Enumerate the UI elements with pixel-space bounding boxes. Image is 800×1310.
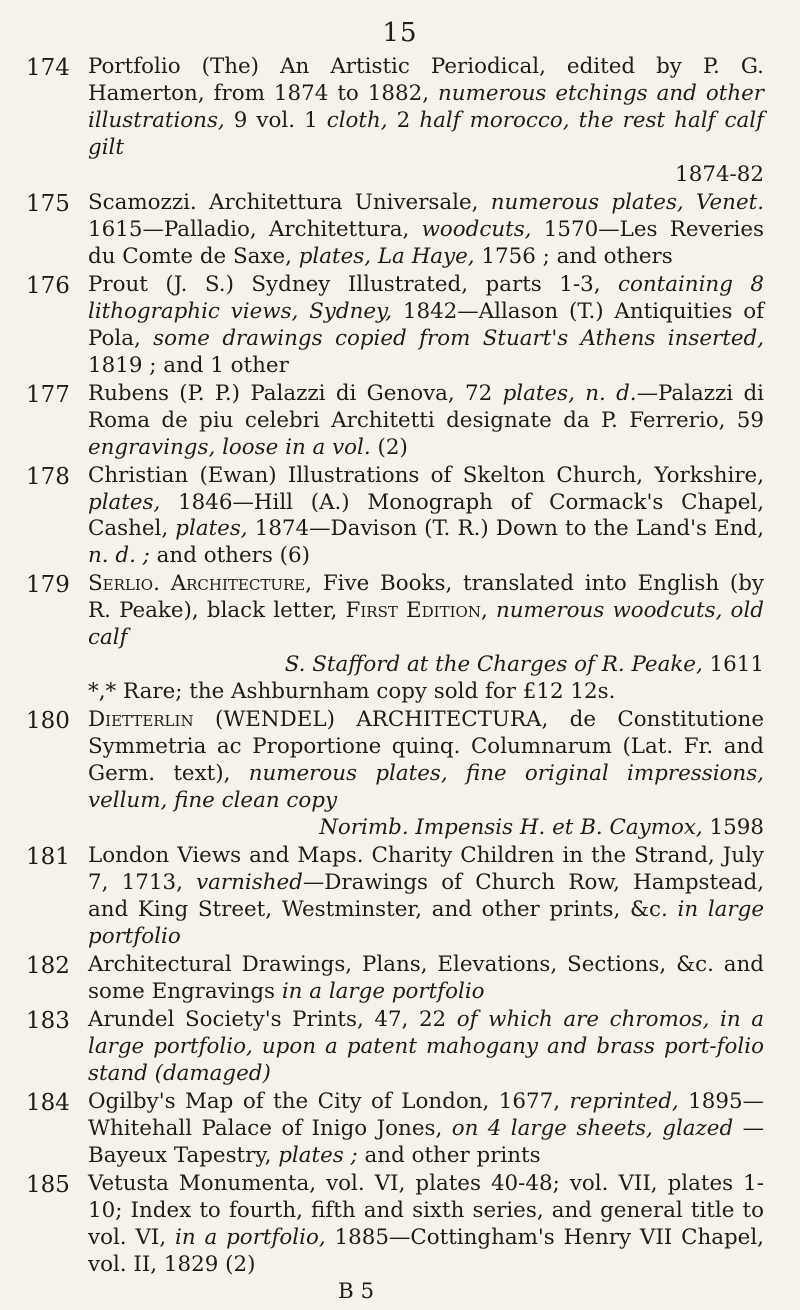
lot-list [26, 54, 764, 1307]
lot-imprint [88, 652, 764, 679]
lot-text-run: Vetusta Monumenta, vol. VI, plates 40-48; vol. VII, plates 1-10; Index to fourth, fifth and sixth series, and general title to vol. VI, [88, 1170, 764, 1250]
lot-text-run: of which are chromos, in a large portfolio, upon a patent mahogany and brass port-folio stand (damaged) [88, 1006, 764, 1086]
lot-text-run: 1570—Les Reveries du Comte de Saxe, [88, 216, 764, 269]
lot-text-run: 1846—Hill (A.) Monograph of Cormack's Chapel, Cashel, [88, 489, 764, 542]
lot-text-run: plates, [175, 516, 248, 542]
lot-number: 182 [26, 952, 70, 979]
lot-text-run: in a portfolio, [175, 1224, 326, 1250]
lot-text-run: in a large portfolio [281, 978, 485, 1004]
catalogue-lot [26, 272, 764, 380]
lot-number: 180 [26, 708, 70, 735]
lot-text-run: plates ; [278, 1142, 358, 1168]
lot-text-run: Portfolio (The) An Artistic Periodical, edited by P. G. Hamerton, from 1874 to 1882, [88, 54, 764, 106]
lot-imprint: 1874-82 [675, 161, 764, 187]
lot-description [88, 571, 764, 706]
catalogue-lot [26, 1089, 764, 1170]
lot-number: 184 [26, 1089, 70, 1116]
lot-text-run: on 4 large sheets, glazed [451, 1115, 734, 1141]
lot-text-run: numerous plates, Venet. [490, 189, 764, 215]
lot-text-run: numerous woodcuts, old calf [88, 598, 764, 651]
lot-number: 176 [26, 272, 70, 299]
lot-text-run: 1615—Palladio, Architettura, [88, 216, 422, 242]
catalogue-lot [26, 381, 764, 462]
lot-description [88, 707, 764, 842]
lot-description [88, 1007, 764, 1088]
lot-description [88, 1171, 764, 1306]
lot-note: *,* Rare; the Ashburnham copy sold for £12 12s. [88, 679, 616, 705]
lot-text-run [160, 571, 171, 596]
lot-text-run: plates, [88, 489, 161, 515]
lot-text-run: First Edition, [345, 598, 488, 624]
lot-text-run: S. Stafford at the Charges of R. Peake, [284, 652, 703, 678]
lot-text-run: Norimb. Impensis H. et B. Caymox, [319, 815, 703, 841]
lot-text-run: 1842—Allason (T.) Antiquities of Pola, [88, 298, 765, 351]
lot-text-run: Arundel Society's Prints, 47, 22 [88, 1006, 457, 1032]
lot-text-run: half morocco, the rest half calf gilt [88, 107, 764, 160]
lot-text-run: —Drawings of Church Row, Hampstead, and King Street, Westminster, and other prints, &c. [88, 870, 764, 923]
lot-text-run: Five Books, translated into English (by R. Peake), black letter, [88, 571, 764, 624]
lot-text-run: and others (6) [149, 543, 310, 569]
lot-text-run [488, 598, 496, 623]
lot-text-run: 1598 [702, 815, 764, 841]
lot-text-run: n. d. ; [88, 543, 150, 569]
page-number: 15 [382, 18, 418, 48]
lot-text-run: 1756 ; and others [474, 243, 673, 269]
lot-text-run: numerous etchings and other illustrations, [88, 80, 764, 133]
lot-imprint [88, 815, 764, 842]
signature-mark: B 5 [338, 1278, 375, 1304]
catalogue-lot [26, 1171, 764, 1306]
lot-number: 178 [26, 463, 70, 490]
lot-text-run: Ogilby's Map of the City of London, 1677, [88, 1088, 570, 1114]
lot-text-run: and other prints [357, 1142, 541, 1168]
lot-text-run: varnished [196, 870, 303, 896]
lot-text-run: Scamozzi. Architettura Universale, [88, 189, 491, 215]
lot-description [88, 190, 764, 271]
lot-text-run: — Bayeux Tapestry, [88, 1115, 764, 1168]
lot-text-run: in large portfolio [88, 897, 765, 949]
lot-text-run: 1819 ; and 1 other [88, 352, 289, 378]
lot-description [88, 54, 764, 189]
lot-text-run: reprinted, [569, 1088, 679, 1114]
lot-text-run: 2 [387, 107, 420, 133]
catalogue-lot [26, 707, 764, 842]
lot-text-run: plates, La Haye, [298, 243, 475, 269]
lot-text-run: numerous plates, fine original impressions, vellum, fine clean copy [88, 761, 764, 814]
catalogue-lot [26, 1007, 764, 1088]
lot-text-run: Prout (J. S.) Sydney Illustrated, parts 1-3, [88, 271, 618, 297]
lot-number: 179 [26, 572, 70, 599]
lot-text-run: Serlio. [88, 571, 160, 597]
lot-text-run: Dietterlin [88, 707, 194, 733]
catalogue-lot [26, 952, 764, 1006]
lot-number: 183 [26, 1007, 70, 1034]
lot-description [88, 381, 764, 462]
lot-description [88, 843, 764, 951]
catalogue-lot [26, 54, 764, 189]
catalogue-lot [26, 463, 764, 571]
lot-number: 175 [26, 190, 70, 217]
lot-text-run: 1611 [702, 652, 764, 678]
lot-text-run: 9 vol. 1 [224, 107, 327, 133]
lot-text-run: London Views and Maps. Charity Children in the Strand, July 7, 1713, [88, 843, 764, 896]
lot-description [88, 1089, 764, 1170]
lot-description [88, 952, 764, 1006]
lot-text-run: Architecture, [170, 571, 313, 597]
lot-text-run: —Palazzi di Roma de piu celebri Architetti designate da P. Ferrerio, 59 [88, 380, 764, 433]
lot-text-run: engravings, loose in a vol. [88, 434, 371, 460]
lot-text-run: cloth, [326, 107, 388, 133]
lot-number: 185 [26, 1171, 70, 1198]
lot-number: 181 [26, 844, 70, 871]
lot-text-run: containing 8 lithographic views, Sydney, [88, 271, 764, 324]
lot-text-run: Architectural Drawings, Plans, Elevations, Sections, &c. and some Engravings [88, 951, 764, 1004]
lot-description [88, 272, 764, 380]
catalogue-lot [26, 571, 764, 706]
lot-text-run: woodcuts, [421, 216, 532, 242]
lot-text-run: 1874—Davison (T. R.) Down to the Land's End, [247, 516, 764, 542]
lot-text-run: Rubens (P. P.) Palazzi di Genova, 72 [88, 380, 503, 406]
lot-text-run: 1885—Cottingham's Henry VII Chapel, vol. II, 1829 (2) [88, 1224, 764, 1277]
catalogue-lot [26, 843, 764, 951]
lot-number: 177 [26, 381, 70, 408]
catalogue-lot [26, 190, 764, 271]
lot-text-run: (2) [370, 434, 408, 460]
lot-text-run: (WENDEL) ARCHITECTURA, de Constitutione Symmetria ac Proportione quinq. Columnarum (Lat. Fr. and Germ. text), [88, 707, 764, 787]
lot-text-run: some drawings copied from Stuart's Athens inserted, [153, 325, 764, 351]
lot-number: 174 [26, 55, 70, 81]
lot-description [88, 463, 764, 571]
lot-text-run: plates, n. d. [502, 380, 637, 406]
lot-text-run: 1895—Whitehall Palace of Inigo Jones, [88, 1088, 764, 1141]
lot-text-run: Christian (Ewan) Illustrations of Skelton Church, Yorkshire, [88, 462, 764, 488]
